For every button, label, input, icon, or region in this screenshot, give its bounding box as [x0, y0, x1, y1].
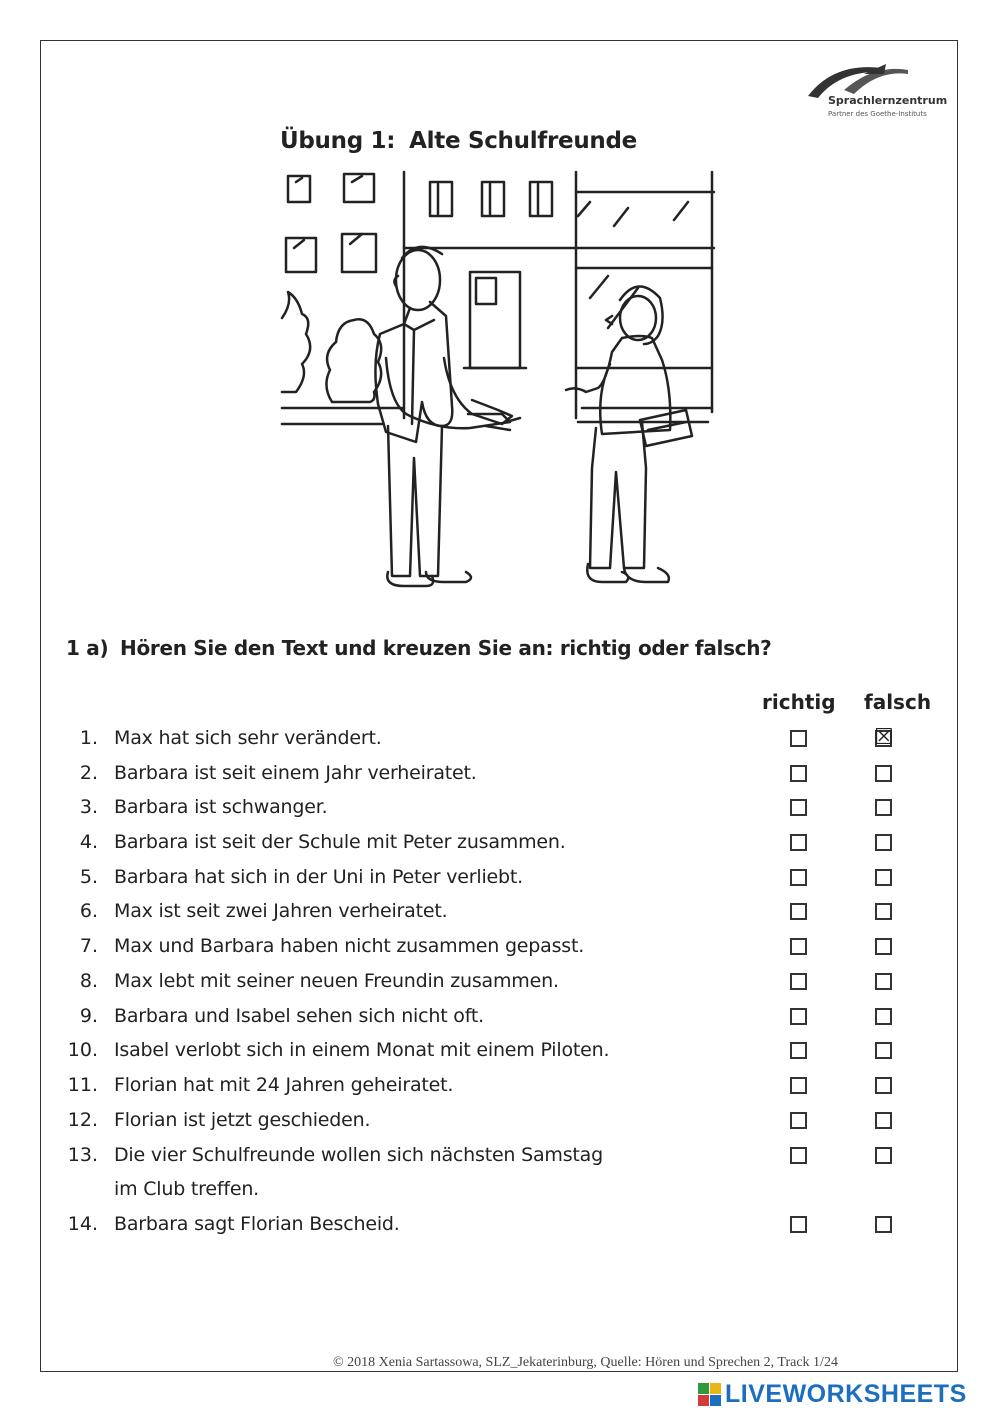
- checkbox-richtig[interactable]: [790, 1008, 807, 1025]
- statement-row: [0, 999, 1000, 1033]
- statement-text: Barbara sagt Florian Bescheid.: [114, 1213, 400, 1235]
- statement-row: [0, 1207, 1000, 1241]
- copyright-footer: © 2018 Xenia Sartassowa, SLZ_Jekaterinburg, Quelle: Hören und Sprechen 2, Track 1/24: [333, 1355, 838, 1370]
- statement-row: [0, 721, 1000, 755]
- column-header-richtig: richtig: [762, 690, 836, 714]
- task-heading: [66, 636, 771, 660]
- checkbox-richtig[interactable]: [790, 1216, 807, 1233]
- checkbox-richtig[interactable]: [790, 1077, 807, 1094]
- checkbox-falsch[interactable]: [875, 938, 892, 955]
- checkbox-richtig[interactable]: [790, 903, 807, 920]
- task-number: 1 a): [66, 636, 109, 660]
- checkbox-falsch[interactable]: [875, 869, 892, 886]
- checkbox-falsch[interactable]: [875, 1147, 892, 1164]
- statement-number: 13.: [67, 1144, 98, 1166]
- checkbox-richtig[interactable]: [790, 938, 807, 955]
- statement-row: [0, 1138, 1000, 1200]
- checkbox-richtig[interactable]: [790, 1042, 807, 1059]
- checkbox-falsch[interactable]: [875, 973, 892, 990]
- statement-text: Max hat sich sehr verändert.: [114, 727, 382, 749]
- statement-row: [0, 894, 1000, 928]
- statement-number: 1.: [79, 727, 98, 749]
- checkbox-falsch[interactable]: [875, 765, 892, 782]
- statement-row: [0, 790, 1000, 824]
- statement-row: [0, 929, 1000, 963]
- statement-number: 6.: [79, 900, 98, 922]
- statement-text: Max ist seit zwei Jahren verheiratet.: [114, 900, 448, 922]
- liveworksheets-blocks-icon: [697, 1382, 723, 1410]
- exercise-number: Übung 1:: [280, 128, 396, 154]
- checkbox-falsch[interactable]: [875, 1008, 892, 1025]
- statement-text: Max und Barbara haben nicht zusammen gepasst.: [114, 935, 585, 957]
- statement-text: Barbara ist seit einem Jahr verheiratet.: [114, 762, 477, 784]
- statement-row: [0, 964, 1000, 998]
- statement-number: 14.: [67, 1213, 98, 1235]
- statement-row: [0, 1068, 1000, 1102]
- check-mark-icon: ☒: [874, 725, 894, 750]
- statement-text: Barbara ist seit der Schule mit Peter zusammen.: [114, 831, 566, 853]
- statement-number: 11.: [67, 1074, 98, 1096]
- statement-text: Florian ist jetzt geschieden.: [114, 1109, 371, 1131]
- checkbox-richtig[interactable]: [790, 834, 807, 851]
- logo: [798, 60, 948, 120]
- statement-text: Isabel verlobt sich in einem Monat mit einem Piloten.: [114, 1039, 610, 1061]
- checkbox-richtig[interactable]: [790, 1147, 807, 1164]
- statement-text: Florian hat mit 24 Jahren geheiratet.: [114, 1074, 454, 1096]
- statement-number: 8.: [79, 970, 98, 992]
- checkbox-falsch[interactable]: [875, 1112, 892, 1129]
- checkbox-falsch[interactable]: [875, 834, 892, 851]
- statement-row: [0, 825, 1000, 859]
- task-instruction: Hören Sie den Text und kreuzen Sie an: richtig oder falsch?: [120, 636, 772, 660]
- logo-brand: Sprachlernzentrum: [828, 94, 948, 107]
- statement-number: 10.: [67, 1039, 98, 1061]
- page-title: [280, 128, 637, 154]
- statement-row: [0, 860, 1000, 894]
- illustration-two-friends: [278, 168, 718, 608]
- statement-text: Barbara ist schwanger.: [114, 796, 328, 818]
- statement-text-continued: im Club treffen.: [114, 1178, 259, 1200]
- checkbox-richtig[interactable]: [790, 869, 807, 886]
- checkbox-falsch[interactable]: [875, 1216, 892, 1233]
- statement-row: [0, 756, 1000, 790]
- checkbox-richtig[interactable]: [790, 765, 807, 782]
- liveworksheets-wordmark: LIVEWORKSHEETS: [725, 1380, 967, 1408]
- statement-text: Max lebt mit seiner neuen Freundin zusammen.: [114, 970, 559, 992]
- checkbox-falsch[interactable]: [875, 903, 892, 920]
- checkbox-richtig[interactable]: [790, 799, 807, 816]
- statement-number: 3.: [79, 796, 98, 818]
- checkbox-richtig[interactable]: [790, 730, 807, 747]
- logo-subtitle: Partner des Goethe-Instituts: [828, 110, 927, 118]
- statement-number: 7.: [79, 935, 98, 957]
- statement-number: 5.: [79, 866, 98, 888]
- statement-row: [0, 1033, 1000, 1067]
- checkbox-falsch[interactable]: [875, 1042, 892, 1059]
- statement-number: 4.: [79, 831, 98, 853]
- checkbox-richtig[interactable]: [790, 973, 807, 990]
- statement-number: 12.: [67, 1109, 98, 1131]
- exercise-name: Alte Schulfreunde: [409, 128, 637, 154]
- statement-row: [0, 1103, 1000, 1137]
- statement-number: 2.: [79, 762, 98, 784]
- statement-number: 9.: [79, 1005, 98, 1027]
- checkbox-richtig[interactable]: [790, 1112, 807, 1129]
- checkbox-falsch[interactable]: [874, 725, 894, 750]
- liveworksheets-logo: [697, 1380, 997, 1410]
- statement-text: Die vier Schulfreunde wollen sich nächsten Samstag: [114, 1144, 603, 1166]
- checkbox-falsch[interactable]: [875, 799, 892, 816]
- statement-text: Barbara und Isabel sehen sich nicht oft.: [114, 1005, 484, 1027]
- statement-text: Barbara hat sich in der Uni in Peter verliebt.: [114, 866, 523, 888]
- column-header-falsch: falsch: [864, 690, 932, 714]
- checkbox-falsch[interactable]: [875, 1077, 892, 1094]
